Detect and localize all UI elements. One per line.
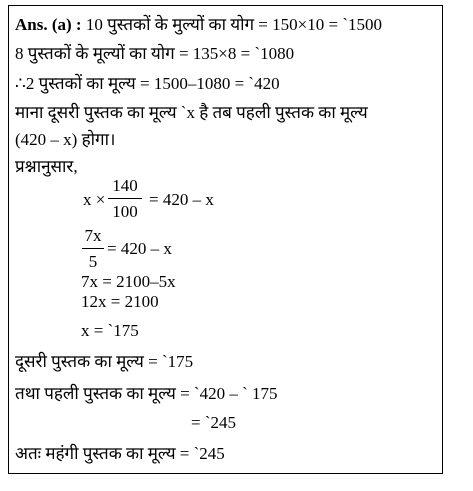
equation-3: 7x = 2100–5x [81, 272, 176, 291]
sum-of-ten-books: 10 पुस्तकों के मुल्यों का योग = 150×10 = `1500 [85, 15, 382, 34]
price-of-two-books: ∴2 पुस्तकों का मूल्य = 1500–1080 = `420 [15, 74, 280, 93]
equation-1-fraction-bar [108, 198, 142, 199]
equation-1-numerator: 140 [112, 176, 138, 195]
second-book-price: दूसरी पुस्तक का मूल्य = `175 [15, 352, 194, 371]
equation-2-fraction-bar [82, 248, 104, 249]
equation-2-numerator: 7x [84, 226, 102, 245]
equation-2-denominator: 5 [88, 252, 98, 271]
equation-5: x = `175 [81, 321, 139, 340]
first-book-price: तथा पहली पुस्तक का मूल्य = `420 – ` 175 [15, 384, 278, 403]
sum-of-eight-books: 8 पुस्तकों के मूल्यों का योग = 135×8 = `1080 [15, 44, 295, 63]
assumption-line: माना दूसरी पुस्तक का मूल्य `x है तब पहली पुस्तक का मूल्य [15, 103, 368, 122]
according-to-question: प्रश्नानुसार, [15, 157, 78, 176]
equation-2-right: = 420 – x [107, 239, 172, 258]
first-book-price-result: = `245 [191, 413, 236, 432]
equation-1-left: x × [83, 190, 106, 209]
solution-box [8, 5, 443, 474]
equation-1-denominator: 100 [112, 202, 138, 221]
equation-4: 12x = 2100 [81, 292, 159, 311]
answer-label: Ans. (a) : [15, 15, 82, 34]
equation-1-right: = 420 – x [149, 190, 214, 209]
solution-line-1 [15, 15, 382, 35]
costlier-book-price: अतः महंगी पुस्तक का मूल्य = `245 [15, 444, 225, 463]
assumption-line-2: (420 – x) होगा। [15, 130, 116, 149]
